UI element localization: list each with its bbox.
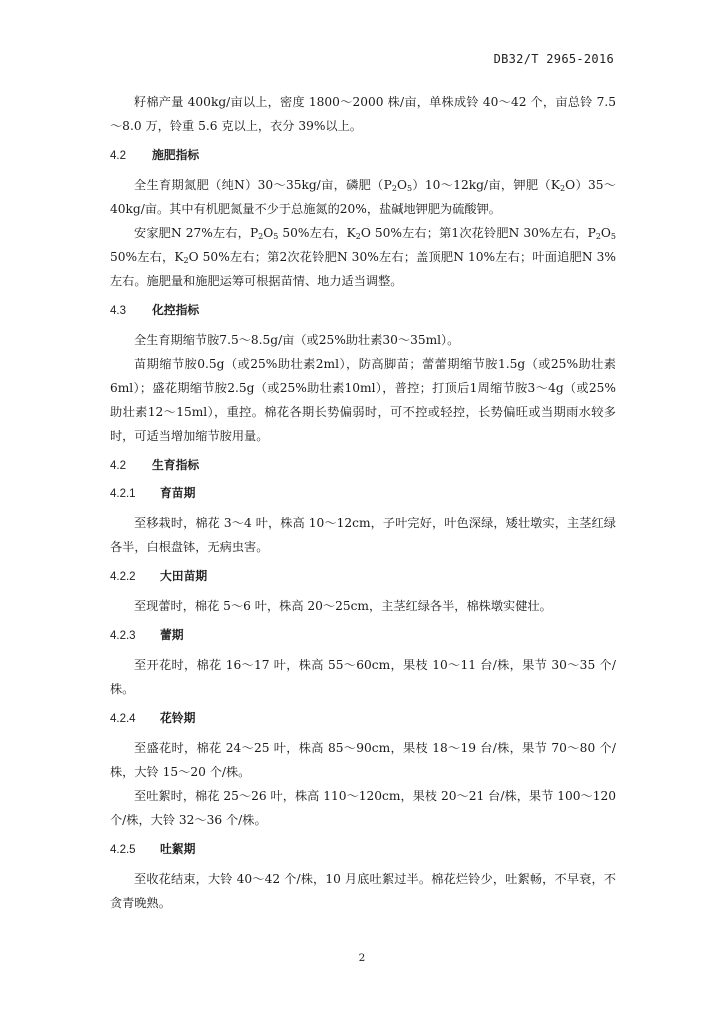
fertilizer-total-paragraph: 全生育期氮肥（纯N）30～35kg/亩，磷肥$(P_2O_5)10\sim 12kg/$亩，钾肥$(K_2O)35\sim 40kg/$亩。其中有机肥氮量不少于总施氮的20%，盐碱地钾肥为硫酸钾。 bbox=[110, 178, 616, 216]
seedling-paragraph: 至移栽时，棉花 3～4 叶，株高 10～12cm，子叶完好，叶色深绿，矮壮墩实，主茎红绿各半，白根盘钵，无病虫害。 bbox=[110, 516, 616, 554]
bud-paragraph: 至开花时，棉花 16～17 叶，株高 55～60cm，果枝 10～11 台/株，果节 30～35 个/株。 bbox=[110, 658, 616, 696]
subsection-title: 吐絮期 bbox=[160, 842, 196, 856]
chemical-total-paragraph: 全生育期缩节胺7.5～8.5g/亩（或25%助壮素30～35ml）。 bbox=[134, 333, 460, 347]
section-number: 4.2 bbox=[110, 150, 126, 162]
subsection-heading-flowering-boll bbox=[110, 708, 616, 729]
fertilizer-schedule-paragraph: 安家肥N 27%左右，$P_2O_5$ 50%左右，$K_2O$ 50%左右；第1次花铃肥N 30%左右，$P_2O_5$ 50%左右，$K_2O$ 50%左右；第2次花铃肥N 30%左右；盖顶肥N 10%左右；叶面追肥N 3%左右。施肥量和施肥运筹可根据苗情、地力适当调整。 bbox=[110, 226, 617, 288]
subsection-heading-seedling bbox=[110, 483, 616, 504]
subsection-title: 蕾期 bbox=[160, 628, 184, 642]
subsection-heading-opening bbox=[110, 839, 616, 860]
section-number: 4.3 bbox=[110, 305, 126, 317]
section-heading-chemical-control bbox=[110, 300, 616, 321]
page-content bbox=[110, 90, 616, 915]
subsection-number: 4.2.3 bbox=[110, 630, 136, 642]
yield-paragraph: 籽棉产量 400kg/亩以上，密度 1800～2000 株/亩，单株成铃 40～42 个，亩总铃 7.5～8.0 万，铃重 5.6 克以上，衣分 39%以上。 bbox=[110, 95, 616, 133]
section-title: 化控指标 bbox=[152, 303, 200, 317]
subsection-number: 4.2.1 bbox=[110, 488, 136, 500]
page-number: 2 bbox=[358, 952, 366, 964]
subsection-number: 4.2.4 bbox=[110, 713, 136, 725]
section-title: 生育指标 bbox=[152, 458, 200, 472]
opening-paragraph: 至收花结束，大铃 40～42 个/株，10 月底吐絮过半。棉花烂铃少，吐絮畅，不早衰，不贪青晚熟。 bbox=[110, 872, 616, 910]
subsection-heading-bud bbox=[110, 625, 616, 646]
chemical-schedule-paragraph: 苗期缩节胺0.5g（或25%助壮素2ml），防高脚苗；蕾蕾期缩节胺1.5g（或25%助壮素6ml）；盛花期缩节胺2.5g（或25%助壮素10ml），普控；打顶后1周缩节胺3～4g（或25%助壮素12～15ml），重控。棉花各期长势偏弱时，可不控或轻控，长势偏旺或当期雨水较多时，可适当增加缩节胺用量。 bbox=[110, 357, 616, 443]
subsection-title: 大田苗期 bbox=[160, 569, 208, 583]
subsection-title: 花铃期 bbox=[160, 711, 196, 725]
standard-code: DB32/T 2965-2016 bbox=[493, 52, 614, 66]
section-title: 施肥指标 bbox=[152, 148, 200, 162]
section-heading-growth bbox=[110, 455, 616, 476]
section-heading-fertilization bbox=[110, 145, 616, 166]
section-number: 4.2 bbox=[110, 460, 126, 472]
boll-opening-paragraph: 至吐絮时，棉花 25～26 叶，株高 110～120cm，果枝 20～21 台/株，果节 100～120 个/株，大铃 32～36 个/株。 bbox=[110, 789, 616, 827]
full-bloom-paragraph: 至盛花时，棉花 24～25 叶，株高 85～90cm，果枝 18～19 台/株，果节 70～80 个/株，大铃 15～20 个/株。 bbox=[110, 741, 616, 779]
subsection-number: 4.2.5 bbox=[110, 844, 136, 856]
field-seedling-paragraph: 至现蕾时，棉花 5～6 叶，株高 20～25cm，主茎红绿各半，棉株墩实健壮。 bbox=[134, 599, 552, 613]
subsection-number: 4.2.2 bbox=[110, 571, 136, 583]
subsection-title: 育苗期 bbox=[160, 486, 196, 500]
subsection-heading-field-seedling bbox=[110, 566, 616, 587]
